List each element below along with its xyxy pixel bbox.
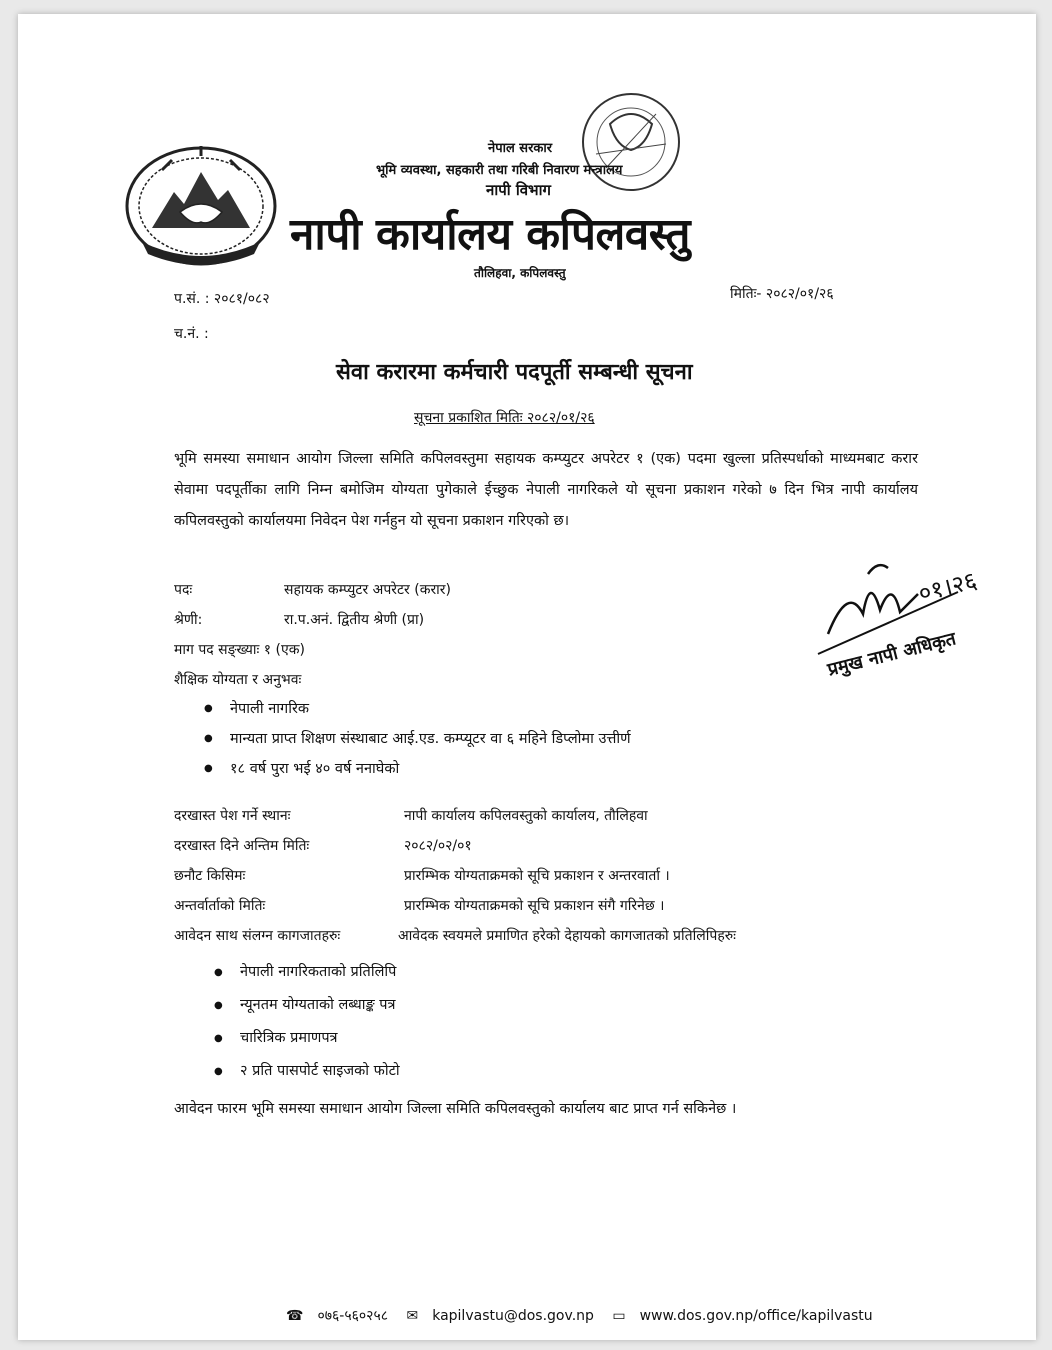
footer-phone: ०७६-५६०२५८ bbox=[317, 1308, 389, 1324]
list-item: ● नेपाली नागरिकताको प्रतिलिपि bbox=[214, 956, 400, 989]
documents-value: आवेदक स्वयमले प्रमाणित हरेको देहायको कागजातको प्रतिलिपिहरुः bbox=[398, 928, 736, 944]
qualification-list bbox=[204, 694, 631, 784]
list-item: ● न्यूनतम योग्यताको लब्धाङ्क पत्र bbox=[214, 989, 400, 1022]
signature-date: ०१।२६ bbox=[915, 566, 980, 608]
place-label: दरखास्त पेश गर्ने स्थानः bbox=[174, 808, 291, 824]
notice-body: भूमि समस्या समाधान आयोग जिल्ला समिति कपिलवस्तुमा सहायक कम्प्युटर अपरेटर १ (एक) पदमा खुल्ला प्रतिस्पर्धाको माध्यमबाट करार सेवामा पदपूर्तीका लागि निम्न बमोजिम योग्यता पुगेकाले ईच्छुक नेपाली नागरिकले यो सूचना प्रकाशन गरेको ७ दिन भित्र नापी कार्यालय कपिलवस्तुको कार्यालयमा निवेदन पेश गर्नहुन यो सूचना प्रकाशन गरिएको छ। bbox=[174, 451, 918, 529]
office-address: तौलिहवा, कपिलवस्तु bbox=[474, 266, 566, 280]
header-department: नापी विभाग bbox=[486, 181, 551, 199]
interview-label: अन्तर्वार्ताको मितिः bbox=[174, 898, 266, 914]
envelope-icon: ✉ bbox=[406, 1308, 419, 1324]
header-ministry: भूमि व्यवस्था, सहकारी तथा गरिबी निवारण मन्त्रालय bbox=[376, 163, 623, 178]
grade-value: रा.प.अनं. द्वितीय श्रेणी (प्रा) bbox=[284, 612, 425, 628]
selection-label: छनौट किसिमः bbox=[174, 868, 246, 884]
list-item: ● चारित्रिक प्रमाणपत्र bbox=[214, 1022, 400, 1055]
nepal-emblem-icon bbox=[122, 142, 280, 270]
publish-date: सूचना प्रकाशित मितिः २०८२/०१/२६ bbox=[414, 410, 595, 426]
office-stamp-icon bbox=[566, 84, 696, 204]
list-item: ● २ प्रति पासपोर्ट साइजको फोटो bbox=[214, 1055, 400, 1088]
qualification-label: शैक्षिक योग्यता र अनुभवः bbox=[174, 672, 302, 688]
interview-value: प्रारम्भिक योग्यताक्रमको सूचि प्रकाशन संगै गरिनेछ । bbox=[404, 898, 665, 914]
reference-number: प.सं. : २०८१/०८२ bbox=[174, 291, 270, 307]
letter-date: मितिः- २०८२/०१/२६ bbox=[730, 286, 834, 302]
selection-value: प्रारम्भिक योग्यताक्रमको सूचि प्रकाशन र अन्तरवार्ता । bbox=[404, 868, 670, 884]
notice-page bbox=[18, 14, 1036, 1340]
documents-label: आवेदन साथ संलग्न कागजातहरुः bbox=[174, 928, 341, 944]
post-label: पदः bbox=[174, 582, 193, 598]
deadline-value: २०८२/०२/०१ bbox=[404, 838, 472, 854]
footer-website[interactable]: www.dos.gov.np/office/kapilvastu bbox=[639, 1308, 873, 1324]
footer-email[interactable]: kapilvastu@dos.gov.np bbox=[432, 1308, 594, 1324]
place-value: नापी कार्यालय कपिलवस्तुको कार्यालय, तौलिहवा bbox=[404, 808, 648, 824]
footer bbox=[286, 1306, 887, 1325]
list-item: ● १८ वर्ष पुरा भई ४० वर्ष ननाघेको bbox=[204, 754, 631, 784]
post-value: सहायक कम्प्युटर अपरेटर (करार) bbox=[284, 582, 451, 598]
documents-list bbox=[214, 956, 400, 1088]
closing-line: आवेदन फारम भूमि समस्या समाधान आयोग जिल्ला समिति कपिलवस्तुको कार्यालय बाट प्राप्त गर्न सकिनेछ । bbox=[174, 1101, 737, 1117]
notice-title: सेवा करारमा कर्मचारी पदपूर्ती सम्बन्धी सूचना bbox=[336, 360, 693, 385]
office-name: नापी कार्यालय कपिलवस्तु bbox=[290, 209, 690, 260]
header-country: नेपाल सरकार bbox=[488, 141, 553, 156]
list-item: ● मान्यता प्राप्त शिक्षण संस्थाबाट आई.एड. कम्प्यूटर वा ६ महिने डिप्लोमा उत्तीर्ण bbox=[204, 724, 631, 754]
post-count: माग पद सङ्ख्याः १ (एक) bbox=[174, 642, 305, 658]
dispatch-number: च.नं. : bbox=[174, 326, 209, 342]
signatory-title: प्रमुख नापी अधिकृत bbox=[825, 628, 959, 681]
phone-icon: ☎ bbox=[286, 1308, 304, 1324]
grade-label: श्रेणी: bbox=[174, 612, 203, 628]
deadline-label: दरखास्त दिने अन्तिम मितिः bbox=[174, 838, 310, 854]
computer-icon: ▭ bbox=[612, 1308, 626, 1324]
list-item: ● नेपाली नागरिक bbox=[204, 694, 631, 724]
